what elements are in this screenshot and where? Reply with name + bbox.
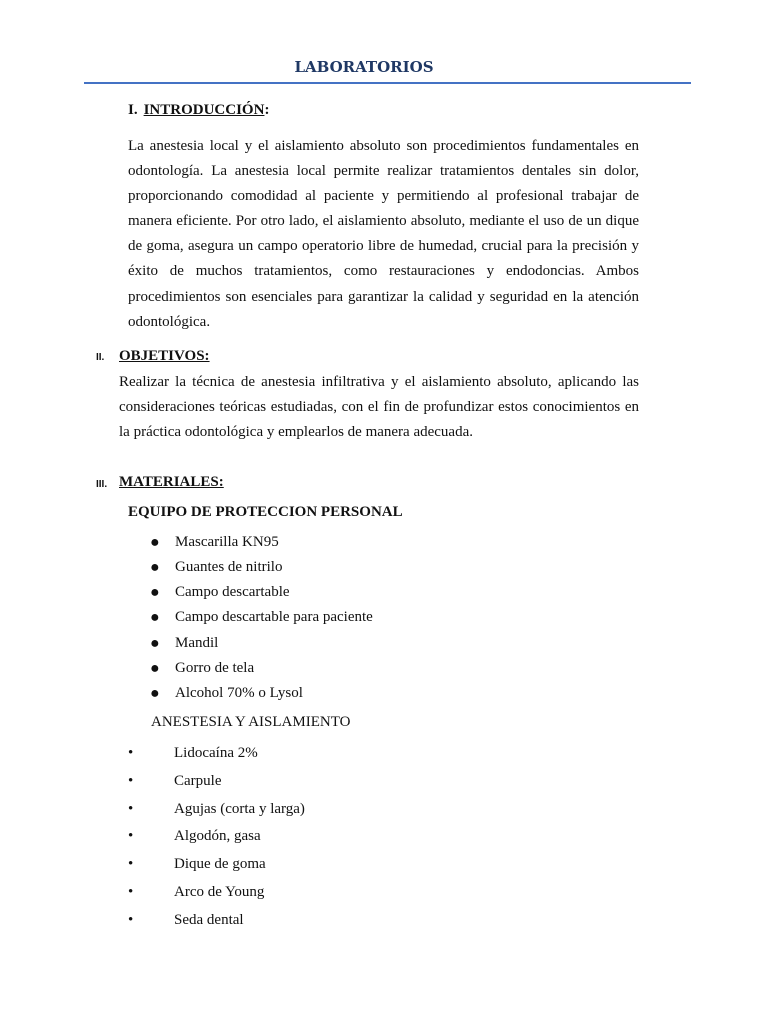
bullet-icon: ● xyxy=(150,584,160,601)
bullet-icon: ● xyxy=(150,635,160,652)
section-materiales-heading: MATERIALES: xyxy=(119,474,224,490)
bullet-icon: ● xyxy=(150,559,160,576)
list-item-text: Campo descartable para paciente xyxy=(175,609,373,625)
list-item-text: Seda dental xyxy=(174,912,244,928)
anestesia-subheading: ANESTESIA Y AISLAMIENTO xyxy=(151,714,351,730)
list-item-text: Arco de Young xyxy=(174,884,265,900)
bullet-icon: • xyxy=(128,912,134,928)
section-number: I. xyxy=(128,102,138,118)
bullet-icon: • xyxy=(128,828,134,844)
bullet-icon: ● xyxy=(150,534,160,551)
bullet-icon: ● xyxy=(150,685,160,702)
section-title: INTRODUCCIÓN xyxy=(143,102,265,118)
list-item-text: Mascarilla KN95 xyxy=(175,534,279,550)
bullet-icon: ● xyxy=(150,609,160,626)
bullet-icon: • xyxy=(128,773,134,789)
title-underline-rule xyxy=(84,82,691,84)
bullet-icon: • xyxy=(128,884,134,900)
list-item-text: Carpule xyxy=(174,773,222,789)
list-item-text: Agujas (corta y larga) xyxy=(174,801,305,817)
list-item-text: Algodón, gasa xyxy=(174,828,261,844)
section-objetivos-heading: OBJETIVOS: xyxy=(119,348,210,364)
list-item-text: Mandil xyxy=(175,635,219,651)
list-item-text: Dique de goma xyxy=(174,856,266,872)
bullet-icon: ● xyxy=(150,660,160,677)
section-introduccion-heading xyxy=(128,102,269,119)
bullet-icon: • xyxy=(128,801,134,817)
section-colon: : xyxy=(264,102,270,118)
bullet-icon: • xyxy=(128,745,134,761)
bullet-icon: • xyxy=(128,856,134,872)
introduccion-paragraph: La anestesia local y el aislamiento absoluto son procedimientos fundamentales en odontología. La anestesia local permite realizar tratamientos dentales sin dolor, proporcionando comodidad al paciente y permitiendo al profesional trabajar de manera eficiente. Por otro lado, el aislamiento absoluto, mediante el uso de un dique de goma, asegura un campo operatorio libre de humedad, crucial para la precisión y éxito de muchos tratamientos, como restauraciones y endodoncias. Ambos procedimientos son esenciales para garantizar la calidad y seguridad en la atención odontológica. xyxy=(128,138,639,330)
epp-subheading: EQUIPO DE PROTECCION PERSONAL xyxy=(128,504,403,520)
section-number-materiales: III. xyxy=(96,479,108,490)
list-item-text: Alcohol 70% o Lysol xyxy=(175,685,303,701)
section-number-objetivos: II. xyxy=(96,352,105,363)
objetivos-paragraph: Realizar la técnica de anestesia infiltrativa y el aislamiento absoluto, aplicando las consideraciones teóricas estudiadas, con el fin de profundizar estos conocimientos en la práctica odontológica y emplearlos de manera adecuada. xyxy=(119,374,639,441)
list-item-text: Campo descartable xyxy=(175,584,290,600)
list-item-text: Guantes de nitrilo xyxy=(175,559,283,575)
document-title: LABORATORIOS xyxy=(294,58,434,76)
list-item-text: Lidocaína 2% xyxy=(174,745,258,761)
list-item-text: Gorro de tela xyxy=(175,660,255,676)
